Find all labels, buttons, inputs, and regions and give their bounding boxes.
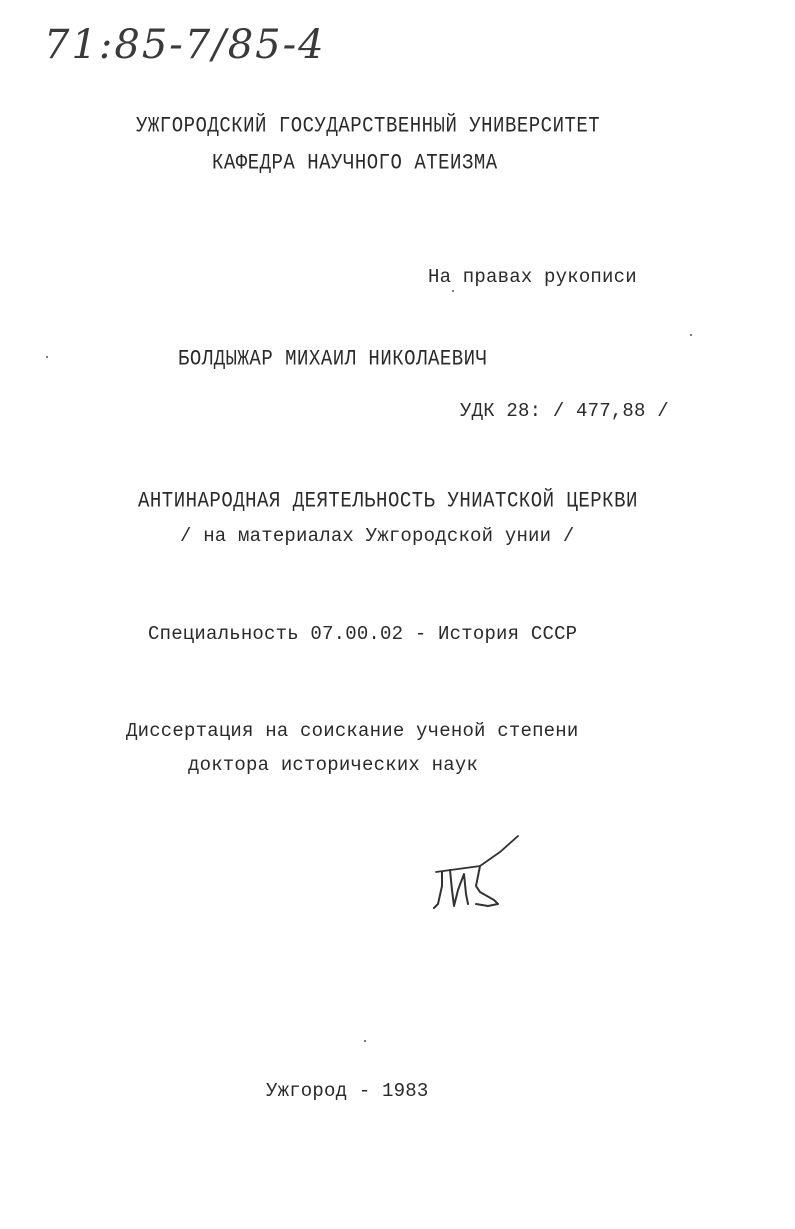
scan-speck [690,334,692,336]
dissertation-degree-line-2: доктора исторических наук [188,754,479,776]
place-and-year: Ужгород - 1983 [266,1080,429,1102]
archive-mark: 71:85-7/85-4 [44,22,326,68]
scan-speck [46,356,48,358]
dissertation-degree-line-1: Диссертация на соискание ученой степени [126,720,579,742]
dissertation-subtitle: / на материалах Ужгородской унии / [180,525,575,547]
scan-speck [452,290,454,292]
signature-mark [428,830,528,920]
specialty: Специальность 07.00.02 - История СССР [148,623,578,645]
rights-note: На правах рукописи [428,266,637,288]
author-name: БОЛДЫЖАР МИХАИЛ НИКОЛАЕВИЧ [178,346,488,372]
dissertation-title: АНТИНАРОДНАЯ ДЕЯТЕЛЬНОСТЬ УНИАТСКОЙ ЦЕРКВИ [138,488,638,514]
scan-speck [364,1040,366,1042]
department-name: КАФЕДРА НАУЧНОГО АТЕИЗМА [212,150,498,176]
university-name: УЖГОРОДСКИЙ ГОСУДАРСТВЕННЫЙ УНИВЕРСИТЕТ [136,113,601,139]
udc-code: УДК 28: / 477,88 / [460,400,669,422]
